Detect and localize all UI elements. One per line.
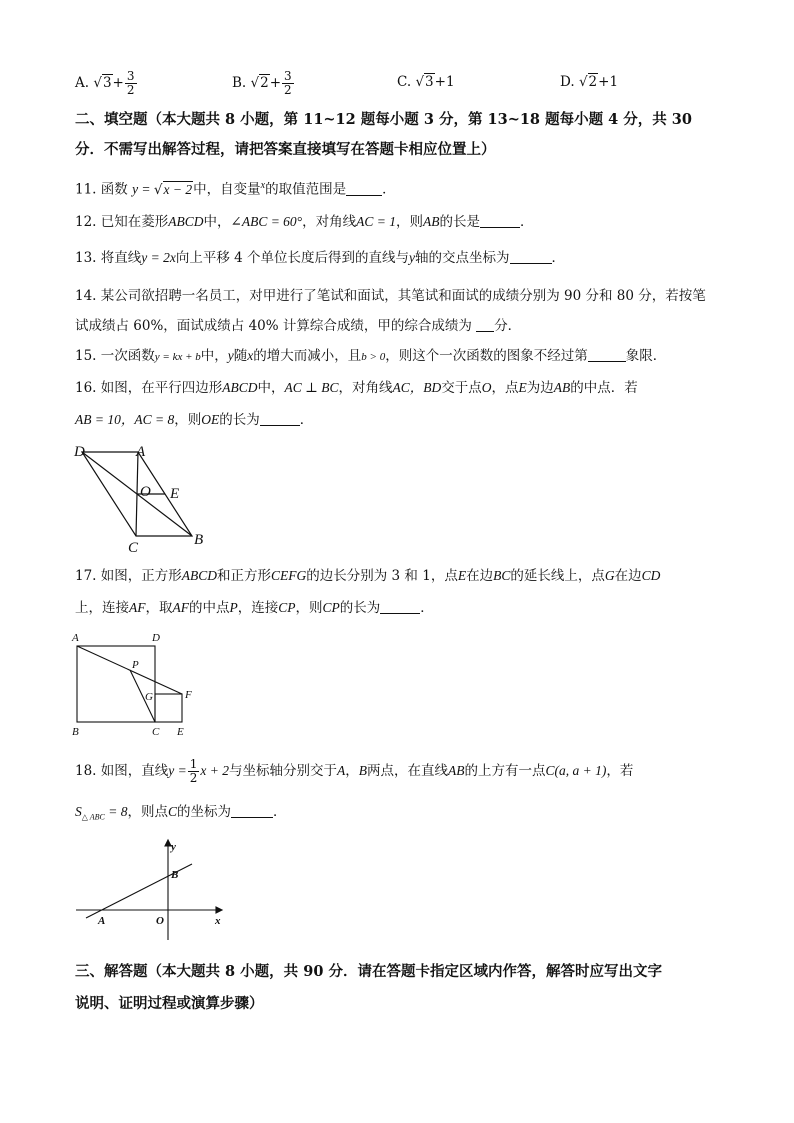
q17-line2d: ，连接	[237, 600, 279, 616]
q18-mid1: 与坐标轴分别交于	[229, 763, 337, 779]
q16-line1g: 的中点．若	[570, 380, 638, 396]
q17-line2b: ，取	[145, 600, 173, 616]
option-b	[232, 70, 295, 97]
label-f: F	[185, 689, 192, 701]
q11-prefix: 11. 函数	[75, 181, 128, 198]
option-c-sqrt: √3	[415, 74, 434, 90]
q17-g: G	[604, 568, 615, 583]
label-o: O	[156, 915, 164, 927]
q18-prefix: 18. 如图，直线	[75, 763, 169, 779]
q18-y: y =	[168, 763, 187, 778]
q13-axis: y	[409, 250, 416, 265]
option-d-radicand: 2	[588, 74, 598, 90]
option-d-label: D.	[560, 74, 575, 90]
question-15	[75, 346, 666, 367]
question-18-line1	[75, 758, 633, 785]
q18-den: 2	[189, 771, 198, 785]
q13-answer-blank[interactable]	[510, 249, 552, 264]
option-d-tail: +1	[598, 74, 619, 90]
q17-line1c: 的边长分别为 3 和 1，点	[306, 568, 458, 584]
q18-s: S	[75, 804, 82, 819]
question-17-line2	[75, 598, 434, 618]
q12-prefix: 12. 已知在菱形	[75, 214, 169, 230]
label-o: O	[140, 484, 151, 500]
q17-post: 的长为	[339, 600, 381, 616]
q17-af2: AF	[172, 600, 189, 615]
q11-mid: 中，自变量	[193, 181, 261, 198]
q16-diags: AC，BD	[392, 380, 442, 395]
q12-shape: ABCD	[168, 214, 204, 229]
label-g: G	[145, 691, 153, 703]
option-c-label: C.	[397, 74, 412, 90]
q17-cd: CD	[641, 568, 661, 583]
q16-ab: AB	[553, 380, 571, 395]
q16-line2b: ，则	[174, 412, 202, 428]
q16-answer-blank[interactable]	[260, 411, 300, 426]
label-b: B	[171, 869, 179, 881]
q15-x: x	[247, 348, 254, 363]
label-c: C	[152, 726, 160, 738]
q14-answer-blank[interactable]	[476, 317, 494, 332]
q17-line1a: 17. 如图，正方形	[75, 568, 182, 584]
label-a: A	[98, 915, 106, 927]
q17-s1: ABCD	[181, 568, 218, 583]
option-d-sqrt: √2	[578, 74, 598, 90]
section2-heading-line2: 分．不需写出解答过程，请把答案直接填写在答题卡相应位置上）	[75, 141, 496, 158]
q17-line2e: ，则	[295, 600, 323, 616]
option-b-den: 2	[284, 83, 292, 97]
q12-mid1: 中，	[203, 214, 231, 230]
q15-answer-blank[interactable]	[588, 347, 626, 362]
q18-mid4: ，若	[606, 763, 634, 779]
option-a-radicand: 3	[102, 75, 112, 91]
q17-af: AF	[129, 600, 146, 615]
option-c-tail: +1	[434, 74, 455, 90]
q15-mid1: 中，	[200, 348, 228, 364]
q17-end: ．	[420, 600, 434, 616]
option-b-num: 3	[284, 69, 292, 83]
option-b-label: B.	[232, 75, 247, 91]
label-b: B	[72, 726, 79, 738]
q16-end: ．	[299, 412, 314, 428]
label-a: A	[136, 444, 146, 460]
label-e: E	[177, 726, 184, 738]
option-a	[75, 70, 138, 97]
q18-end: ．	[273, 804, 287, 820]
q11-var: x	[260, 180, 266, 191]
question-13	[75, 248, 565, 268]
q15-mid3: 的增大而减小，且	[253, 348, 362, 364]
option-c-radicand: 3	[425, 74, 434, 90]
section3-heading-line2: 说明、证明过程或演算步骤）	[75, 995, 264, 1012]
option-d	[560, 74, 618, 90]
q12-ab: AB	[422, 214, 440, 229]
q17-answer-blank[interactable]	[380, 599, 420, 614]
q11-answer-blank[interactable]	[346, 181, 382, 196]
q16-line1b: 中，	[257, 380, 285, 396]
q18-c2: C	[168, 804, 178, 819]
q14-line2a: 试成绩占 60%，面试成绩占 40% 计算综合成绩，甲的综合成绩为	[75, 318, 472, 334]
q16-post: 的长为	[219, 412, 260, 428]
section3-heading-line1: 三、解答题（本大题共 8 小题，共 90 分．请在答题卡指定区域内作答，解答时应写出文字	[75, 963, 662, 980]
q18-post: 的坐标为	[177, 804, 232, 820]
q18-coordinate-figure	[72, 836, 232, 948]
q17-line1f: 在边	[614, 568, 642, 584]
q18-line2b: ，则点	[127, 804, 168, 820]
q13-mid: 向上平移 4 个单位长度后得到的直线与	[175, 250, 410, 266]
question-16-line2	[75, 410, 313, 430]
q16-cond: AB = 10，AC = 8	[75, 412, 175, 427]
option-a-sqrt: √3	[93, 75, 112, 91]
q13-prefix: 13. 将直线	[75, 250, 142, 266]
option-a-label: A.	[75, 75, 90, 91]
q18-a: A	[337, 763, 346, 778]
q15-mid2: 随	[233, 348, 248, 364]
q18-c: C(a, a + 1)	[545, 763, 607, 778]
q16-parallelogram-figure	[70, 440, 210, 555]
option-b-sqrt: √2	[250, 75, 269, 91]
option-b-op: +	[269, 75, 282, 91]
q13-post: 轴的交点坐标为	[415, 250, 510, 266]
q17-p: P	[229, 600, 238, 615]
q17-line2a: 上，连接	[75, 600, 129, 616]
q15-expr: y = kx + b	[154, 351, 201, 363]
q16-perp: AC ⊥ BC	[284, 380, 339, 395]
q11-expr: y =	[132, 181, 154, 197]
q12-post: 的长是	[439, 214, 480, 230]
q18-tail: x + 2	[200, 763, 229, 778]
label-y: y	[171, 841, 176, 853]
q18-mid3: 的上方有一点	[464, 763, 546, 779]
q15-end: 象限．	[625, 348, 667, 364]
option-b-radicand: 2	[260, 75, 269, 91]
q18-ab: AB	[448, 763, 465, 778]
option-a-op: +	[112, 75, 124, 91]
square-abcd	[77, 646, 155, 722]
label-c: C	[128, 540, 139, 555]
q12-angle: ∠ABC = 60°	[230, 214, 303, 229]
q17-cp: CP	[278, 600, 296, 615]
question-14-line2	[75, 316, 521, 336]
q16-line1f: 为边	[526, 380, 554, 396]
label-p: P	[132, 659, 139, 671]
q12-mid2: ，对角线	[302, 214, 357, 230]
q12-end: ．	[519, 214, 534, 230]
option-b-fraction	[282, 70, 294, 97]
option-a-num: 3	[126, 69, 135, 83]
q15-prefix: 15. 一次函数	[75, 348, 155, 364]
q16-oe: OE	[201, 412, 220, 427]
q16-line1c: ，对角线	[338, 380, 393, 396]
option-a-den: 2	[126, 83, 135, 97]
q17-s2: CEFG	[271, 568, 307, 583]
q13-expr: y = 2x	[141, 250, 176, 265]
q12-answer-blank[interactable]	[480, 213, 520, 228]
label-d: D	[152, 632, 160, 644]
q18-sep: ，	[345, 763, 359, 779]
q18-fraction	[188, 758, 200, 785]
square-cefg	[155, 694, 182, 722]
q17-cp2: CP	[322, 600, 340, 615]
q11-end: ．	[382, 181, 396, 198]
question-17-line1	[75, 566, 660, 586]
label-a: A	[72, 632, 79, 644]
label-e: E	[170, 486, 180, 502]
question-12	[75, 212, 533, 232]
q16-line1a: 16. 如图，在平行四边形	[75, 380, 223, 396]
q18-sub: △ ABC	[81, 812, 105, 822]
q17-line1b: 和正方形	[217, 568, 272, 584]
label-d: D	[74, 444, 85, 460]
label-x: x	[215, 915, 221, 927]
q18-b: B	[358, 763, 367, 778]
q15-post: ，则这个一次函数的图象不经过第	[385, 348, 588, 364]
q17-squares-figure	[68, 628, 208, 740]
x-axis-arrow	[216, 907, 222, 913]
q11-post: 的取值范围是	[265, 181, 347, 198]
q12-ac: AC = 1	[356, 214, 396, 229]
q13-end: ．	[551, 250, 566, 266]
question-11	[75, 176, 396, 200]
q17-e: E	[457, 568, 467, 583]
q18-answer-blank[interactable]	[231, 803, 273, 818]
q18-eq: = 8	[104, 804, 128, 819]
q18-mid2: 两点，在直线	[367, 763, 448, 779]
option-c	[397, 74, 455, 90]
q11-radicand: x − 2	[163, 181, 193, 197]
q17-line2c: 的中点	[189, 600, 230, 616]
section2-heading-line1: 二、填空题（本大题共 8 小题，第 11~12 题每小题 3 分，第 13~18 题每小题 4 分，共 30	[75, 111, 692, 128]
label-b: B	[194, 532, 204, 548]
q16-line1e: ，点	[491, 380, 519, 396]
q17-line1e: 的延长线上，点	[510, 568, 605, 584]
q16-shape: ABCD	[222, 380, 258, 395]
question-18-line2	[75, 802, 287, 828]
option-a-fraction	[125, 70, 137, 97]
q15-cond: b > 0	[361, 351, 386, 363]
question-16-line1	[75, 378, 638, 398]
q16-line1d: 交于点	[441, 380, 482, 396]
q12-mid3: ，则	[395, 214, 423, 230]
q15-y: y	[227, 348, 234, 363]
q17-line1d: 在边	[466, 568, 494, 584]
q16-e: E	[518, 380, 527, 395]
q17-bc: BC	[493, 568, 511, 583]
q18-num: 1	[189, 757, 198, 771]
q16-o: O	[481, 380, 492, 395]
q11-sqrt: √x − 2	[153, 181, 193, 198]
question-14-line1: 14. 某公司欲招聘一名员工，对甲进行了笔试和面试，其笔试和面试的成绩分别为 90 分和 80 分，若按笔	[75, 288, 706, 304]
segment-af	[77, 646, 182, 694]
q14-line2b: 分．	[494, 318, 522, 334]
